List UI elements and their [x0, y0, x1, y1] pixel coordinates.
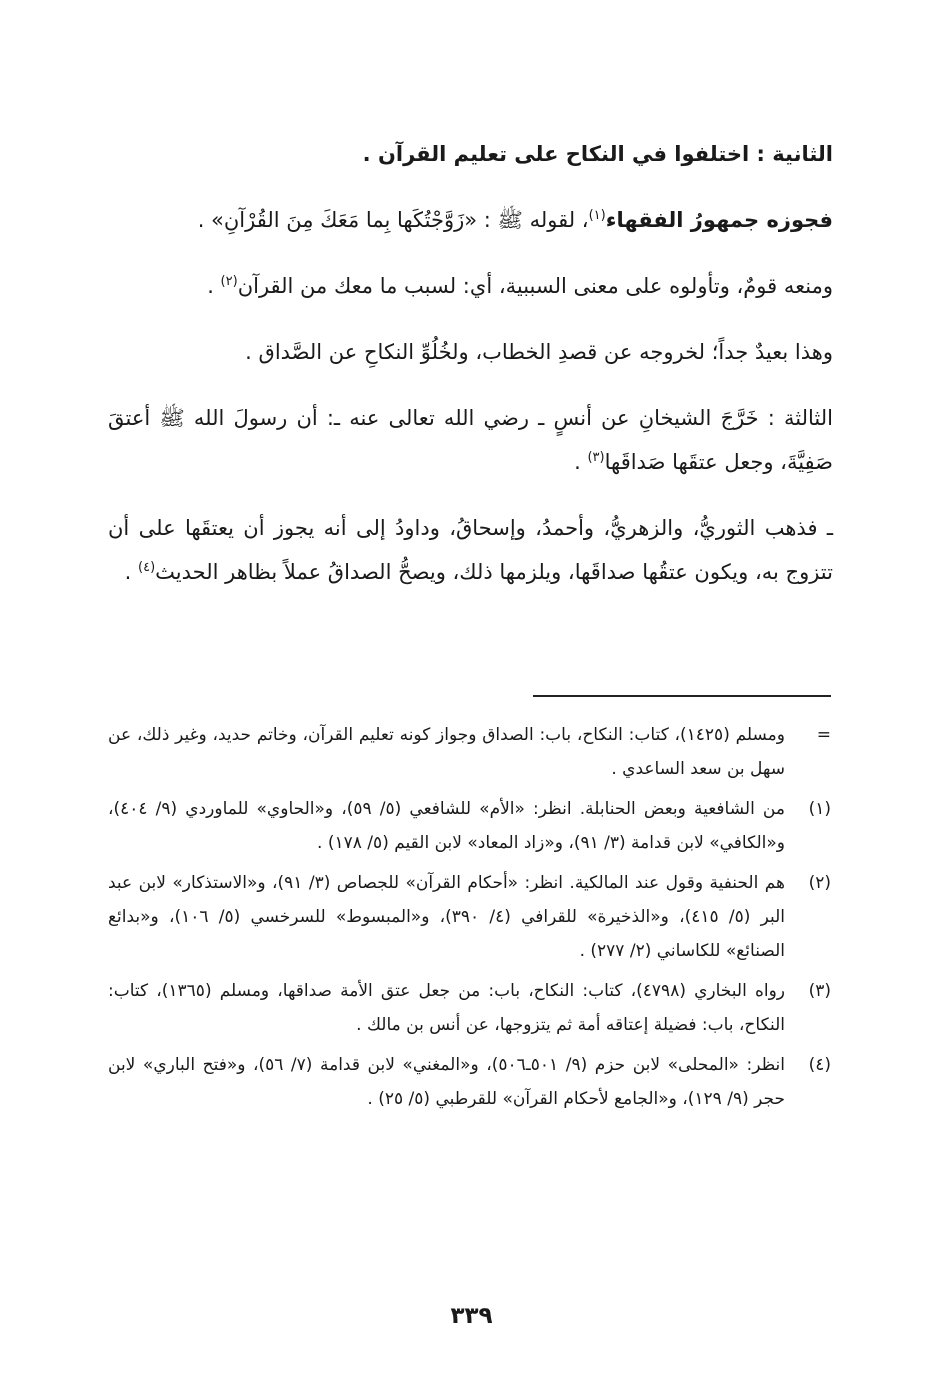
footnote-1: [108, 792, 831, 860]
footnote-number: (٢): [808, 873, 831, 893]
footnote-continuation-text: ومسلم (١٤٢٥)، كتاب: النكاح، باب: الصداق وجواز كونه تعليم القرآن، وخاتم حديد، وغير ذلك، عن سهل بن سعد الساعدي .: [108, 725, 785, 779]
paragraph-3-end: .: [207, 274, 221, 298]
paragraph-6-end: .: [124, 560, 139, 584]
paragraph-5: [108, 396, 833, 484]
paragraph-3: [108, 264, 833, 308]
paragraph-4: [108, 330, 833, 374]
footnote-3: [108, 974, 831, 1042]
footnote-number: (١): [808, 799, 831, 819]
footnote-number: (٤): [808, 1055, 831, 1075]
footnote-text: هم الحنفية وقول عند المالكية. انظر: «أحكام القرآن» للجصاص (٣/ ٩١)، و«الاستذكار» لابن عبد البر (٥/ ٤١٥)، و«الذخيرة» للقرافي (٤/ ٣٩٠)، و«المبسوط» للسرخسي (٥/ ١٠٦)، و«بدائع الصنائع» للكاساني (٢/ ٢٧٧) .: [108, 873, 786, 961]
footnote-divider: [533, 695, 831, 697]
footnote-ref-3: (٣): [587, 450, 605, 465]
footnote-text: من الشافعية وبعض الحنابلة. انظر: «الأم» للشافعي (٥/ ٥٩)، و«الحاوي» للماوردي (٩/ ٤٠٤)، و«الكافي» لابن قدامة (٣/ ٩١)، و«زاد المعاد» لابن القيم (٥/ ١٧٨) .: [108, 799, 785, 853]
paragraph-2-lead: فجوزه جمهورُ الفقهاء: [605, 208, 833, 232]
paragraph-2: [108, 198, 833, 242]
footnote-continuation: [108, 718, 831, 786]
main-text: [108, 132, 833, 616]
footnote-ref-4: (٤): [138, 560, 156, 575]
paragraph-3-text: ومنعه قومٌ، وتأولوه على معنى السببية، أي: لسبب ما معك من القرآن: [237, 274, 833, 298]
footnote-number: (٣): [808, 981, 831, 1001]
page-number: ٣٣٩: [450, 1303, 493, 1329]
paragraph-5-end: .: [574, 450, 588, 474]
paragraph-4-text: وهذا بعيدٌ جداً؛ لخروجه عن قصدِ الخطاب، ولخُلُوِّ النكاحِ عن الصَّداق .: [245, 340, 833, 364]
paragraph-5-text: الثالثة : خَرَّجَ الشيخانِ عن أنسٍ ـ رضي الله تعالى عنه ـ: أن رسولَ الله ﷺ أعتقَ صَفِيَّةَ، وجعل عتقَها صَداقَها: [108, 406, 833, 474]
footnote-2: [108, 866, 831, 968]
paragraph-6: [108, 506, 833, 594]
paragraph-1: [108, 132, 833, 176]
footnote-ref-2: (٢): [220, 274, 238, 289]
footnote-text: رواه البخاري (٤٧٩٨)، كتاب: النكاح، باب: من جعل عتق الأمة صداقها، ومسلم (١٣٦٥)، كتاب: النكاح، باب: فضيلة إعتاقه أمة ثم يتزوجها، عن أنس بن مالك .: [108, 981, 785, 1035]
paragraph-1-text: الثانية : اختلفوا في النكاح على تعليم القرآن .: [362, 142, 833, 166]
continuation-marker: =: [816, 725, 831, 745]
footnote-ref-1: (١): [588, 208, 606, 223]
footnote-text: انظر: «المحلى» لابن حزم (٩/ ٥٠١ـ٥٠٦)، و«المغني» لابن قدامة (٧/ ٥٦)، و«فتح الباري» لابن حجر (٩/ ١٢٩)، و«الجامع لأحكام القرآن» للقرطبي (٥/ ٢٥) .: [108, 1055, 785, 1109]
paragraph-6-text: ـ فذهب الثوريُّ، والزهريُّ، وأحمدُ، وإسحاقُ، وداودُ إلى أنه يجوز أن يعتقَها على أن تتزوج به، ويكون عتقُها صداقَها، ويلزمها ذلك، ويصحُّ الصداقُ عملاً بظاهر الحديث: [108, 516, 833, 584]
footnotes: [108, 718, 831, 1122]
footnote-4: [108, 1048, 831, 1116]
paragraph-2-rest: ، لقوله ﷺ : «زَوَّجْتُكَها بِما مَعَكَ مِنَ القُرْآنِ» .: [197, 208, 589, 232]
